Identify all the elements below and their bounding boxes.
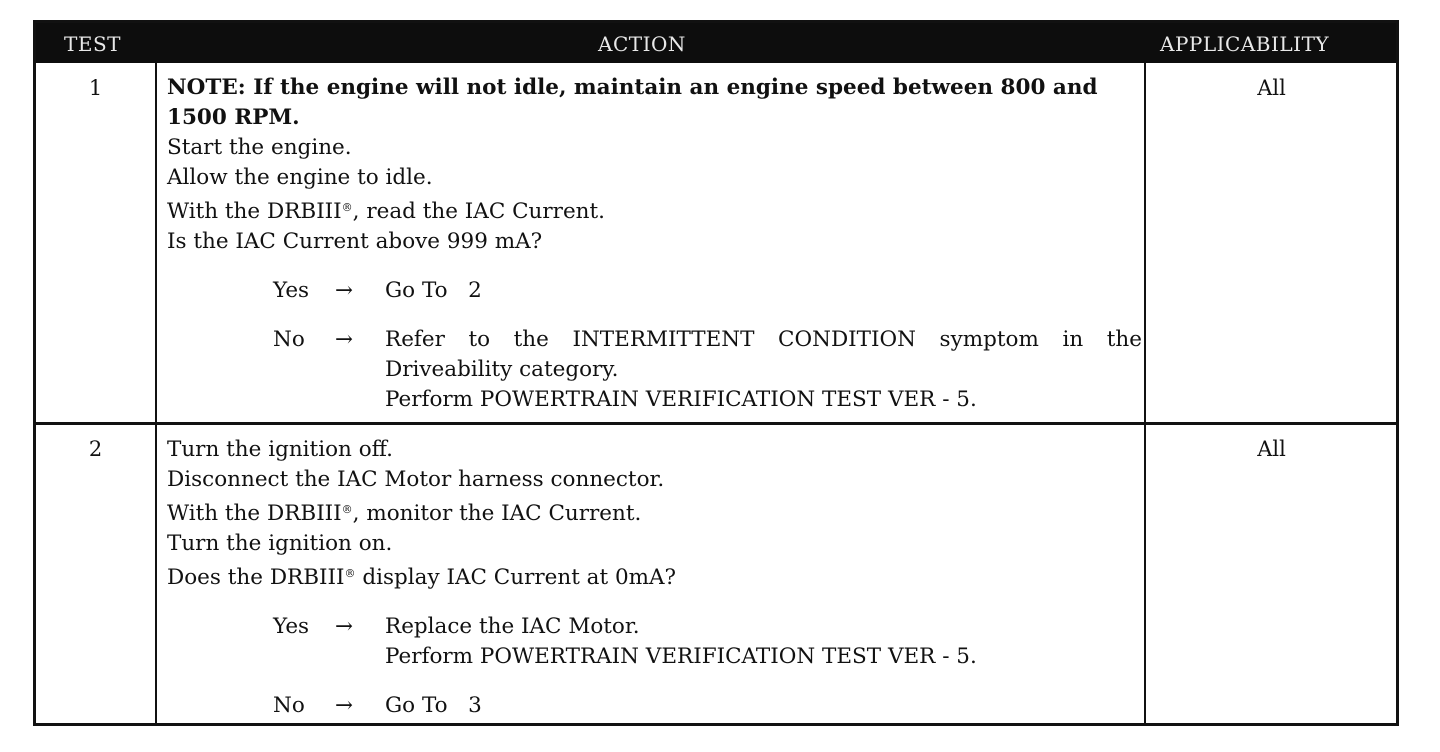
header-applicability: APPLICABILITY — [1160, 32, 1330, 56]
applicability-1: All — [1257, 76, 1286, 100]
step-disconnect: Disconnect the IAC Motor harness connector. — [167, 467, 665, 492]
no-result-line-3: Perform POWERTRAIN VERIFICATION TEST VER - 5. — [385, 387, 977, 412]
table-header — [36, 23, 1396, 63]
diagnostic-test-table — [33, 20, 1399, 726]
no-result: Go To 3 — [385, 693, 482, 718]
registered-mark: ® — [344, 567, 356, 580]
test-number-2: 2 — [88, 437, 103, 461]
applicability-2: All — [1257, 437, 1286, 461]
step-read-iac: With the DRBIII®, read the IAC Current. — [167, 199, 606, 224]
header-action: ACTION — [598, 32, 686, 56]
no-label: No — [273, 693, 305, 718]
note-line-1: NOTE: If the engine will not idle, maintain an engine speed between 800 and — [167, 75, 1098, 100]
column-divider-applicability — [1144, 63, 1146, 723]
yes-result: Go To 2 — [385, 278, 482, 303]
step-start-engine: Start the engine. — [167, 135, 352, 160]
yes-branch-1 — [273, 276, 1142, 306]
action-2 — [167, 435, 1142, 721]
yes-result-line-1: Replace the IAC Motor. — [385, 614, 640, 639]
yes-label: Yes — [273, 614, 310, 639]
step-question: Is the IAC Current above 999 mA? — [167, 229, 543, 254]
step-allow-idle: Allow the engine to idle. — [167, 165, 433, 190]
arrow-icon: → — [335, 327, 354, 352]
step-question: Does the DRBIII® display IAC Current at 0mA? — [167, 565, 677, 590]
registered-mark: ® — [341, 503, 353, 516]
note-line-2: 1500 RPM. — [167, 105, 300, 130]
no-result-line-2: Driveability category. — [385, 357, 619, 382]
no-branch-2 — [273, 691, 1142, 721]
step-ignition-off: Turn the ignition off. — [167, 437, 393, 462]
yes-branch-2 — [273, 612, 1142, 672]
no-branch-1 — [273, 325, 1142, 415]
arrow-icon: → — [335, 693, 354, 718]
column-divider-test — [155, 63, 157, 723]
no-label: No — [273, 327, 305, 352]
step-monitor: With the DRBIII®, monitor the IAC Current. — [167, 501, 642, 526]
test-number-1: 1 — [88, 76, 103, 100]
no-result-line-1: Refer to the INTERMITTENT CONDITION symptom in the — [385, 327, 1142, 352]
yes-result-line-2: Perform POWERTRAIN VERIFICATION TEST VER - 5. — [385, 644, 977, 669]
action-1 — [167, 73, 1142, 415]
row-divider — [36, 422, 1396, 425]
arrow-icon: → — [335, 278, 354, 303]
registered-mark: ® — [341, 201, 353, 214]
yes-label: Yes — [273, 278, 310, 303]
header-test: TEST — [64, 32, 121, 56]
step-ignition-on: Turn the ignition on. — [167, 531, 393, 556]
arrow-icon: → — [335, 614, 354, 639]
